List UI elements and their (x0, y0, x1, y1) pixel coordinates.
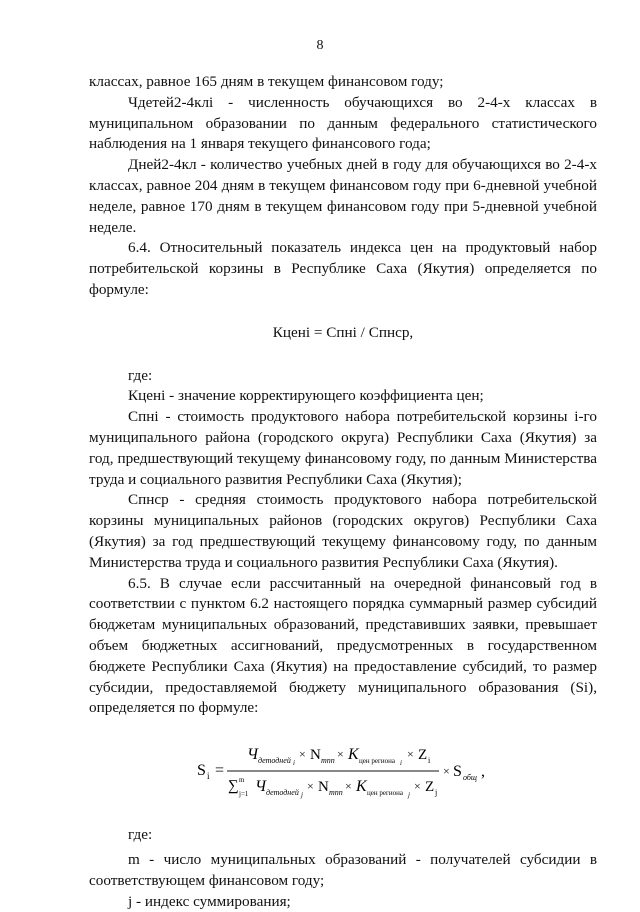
den-times-1: × (307, 779, 314, 793)
formula-lhs-sub: i (207, 771, 210, 781)
den-k-sub: цен региона (367, 789, 404, 797)
page-number: 8 (0, 38, 640, 54)
den-times-3: × (414, 779, 421, 793)
num-z: Z (418, 747, 427, 763)
num-z-sub: i (428, 756, 431, 765)
paragraph-6-4: 6.4. Относительный показатель индекса цен на продуктовый набор потребительской корзины в Республике Саха (Якутия) определяется по формуле: (89, 238, 597, 300)
paragraph-children-count: Чдетей2-4клi - численность обучающихся во 2-4-х классах в муниципальном образовании по данным федерального статистического наблюдения на 1 января текущего финансового года; (89, 93, 597, 155)
s-obsh-sub: общ (463, 773, 477, 782)
formula-equals: = (215, 762, 224, 779)
num-k: К (347, 746, 360, 763)
num-ch: Ч (247, 746, 259, 763)
num-times-1: × (299, 747, 306, 761)
den-sum-bot: j=1 (238, 790, 249, 798)
paragraph-kcen: Кценi - значение корректирующего коэффициента цен; (89, 386, 597, 407)
where-label-2: где: (89, 825, 597, 846)
den-sum: ∑ (228, 778, 239, 794)
den-k: К (355, 778, 368, 795)
subsidy-formula (89, 735, 597, 807)
paragraph-m: m - число муниципальных образований - получателей субсидии в соответствующем финансовом году; (89, 850, 597, 892)
num-ch-sub: детодней (258, 756, 291, 765)
den-ch-sub: детодней (266, 788, 299, 797)
paragraph-j: j - индекс суммирования; (89, 892, 597, 912)
paragraph-spnsr: Спнср - средняя стоимость продуктового набора потребительской корзины муниципальных районов (городских округов) Республики Саха (Якутия) за год предшествующий текущему финансовому году, по данным Министерства труда и социального развития Республики Саха (Якутия). (89, 490, 597, 573)
num-k-sub-i: i (400, 759, 402, 767)
paragraph-6-5: 6.5. В случае если рассчитанный на очередной финансовый год в соответствии с пунктом 6.2 настоящего порядка суммарный размер субсидий бюджетам муниципальных образований, представивших заявки, превышает объем бюджетных ассигнований, предусмотренных в государственном бюджете Республики Саха (Якутия) на предоставление субсидий, то размер субсидии, предоставляемой бюджету муниципального образования (Si), определяется по формуле: (89, 574, 597, 720)
den-k-sub-j: j (407, 791, 410, 799)
paragraph-spni: Спнi - стоимость продуктового набора потребительской корзины i-го муниципального района (городского округа) Республики Саха (Якутия) за год, предшествующий текущему финансовому году, по данным Министерства труда и социального развития Республики Саха (Якутия); (89, 407, 597, 490)
subsidy-formula-svg (197, 735, 497, 807)
den-ch: Ч (255, 778, 267, 795)
den-times-2: × (345, 779, 352, 793)
num-n-sub: тпп (321, 756, 335, 765)
text-line: классах, равное 165 дням в текущем финансовом году; (89, 72, 597, 93)
den-n-sub: тпп (329, 788, 343, 797)
num-ch-sub-i: i (293, 759, 295, 767)
document-body (89, 72, 597, 912)
num-times-2: × (337, 747, 344, 761)
formula-lhs: S (197, 762, 206, 779)
formula-comma: , (481, 763, 485, 780)
num-times-3: × (407, 747, 414, 761)
num-k-sub: цен региона (359, 757, 396, 765)
den-z: Z (425, 779, 434, 795)
s-obsh: S (453, 763, 462, 780)
paragraph-school-days: Дней2-4кл - количество учебных дней в году для обучающихся во 2-4-х классах, равное 204 дням в текущем финансовом году при 6-дневной учебной неделе, равное 170 дням в текущем финансовом году при 5-дневной учебной неделе. (89, 155, 597, 238)
den-n: N (318, 779, 329, 795)
price-index-formula: Кценi = Спнi / Спнср, (89, 323, 597, 344)
den-sum-top: m (239, 776, 245, 784)
where-label: где: (89, 366, 597, 387)
times-total: × (443, 764, 450, 778)
den-ch-sub-j: j (300, 791, 303, 799)
den-z-sub: j (434, 788, 437, 797)
num-n: N (310, 747, 321, 763)
